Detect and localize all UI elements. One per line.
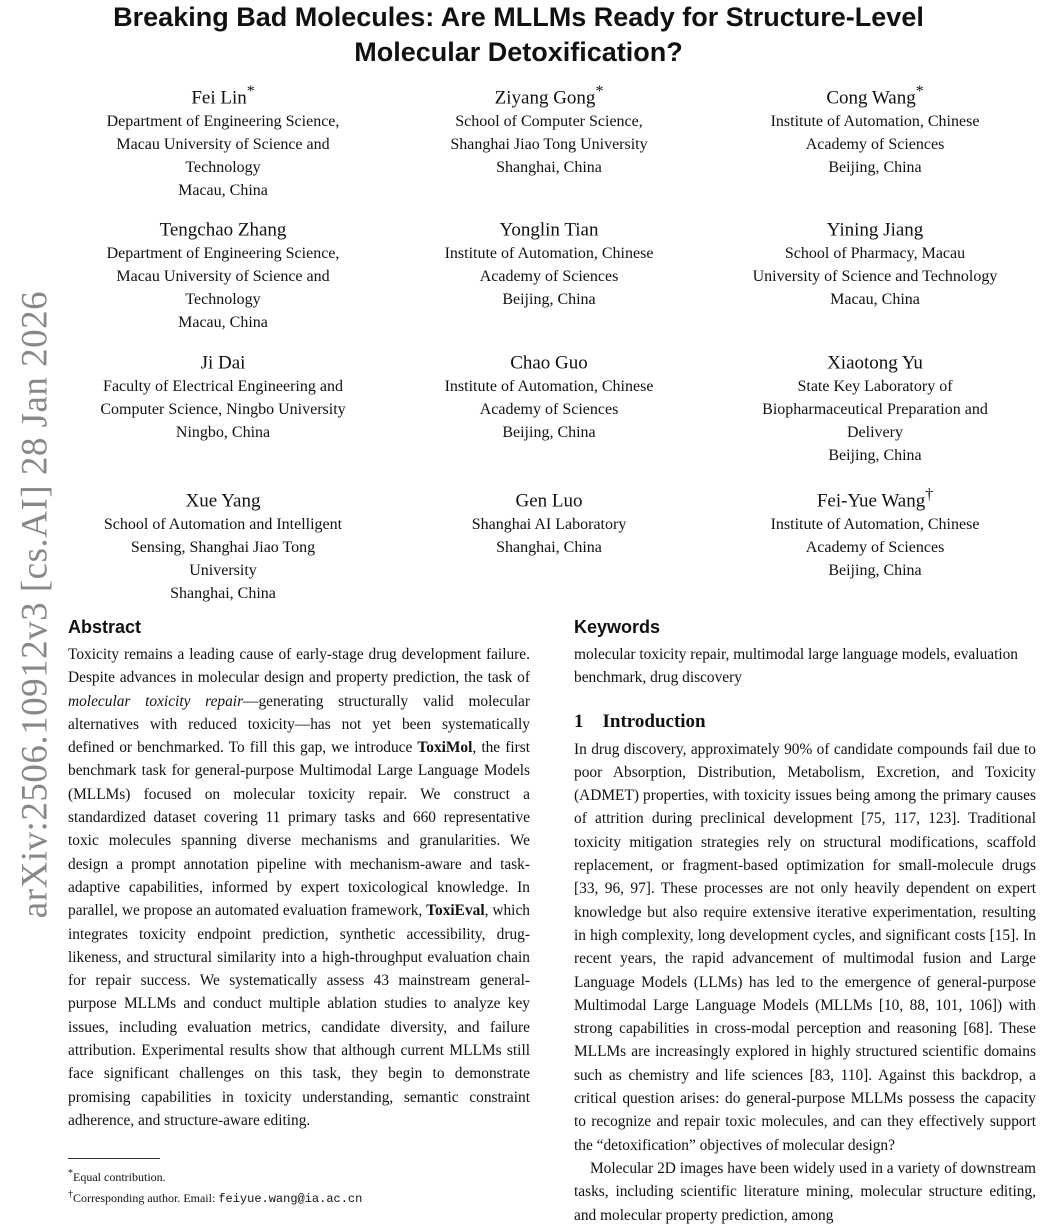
author-name — [712, 483, 1038, 513]
author-affiliation: Beijing, China — [502, 291, 596, 309]
author-row — [60, 483, 1040, 605]
footnote-mark: † — [68, 1189, 73, 1200]
introduction-heading: 1 Introduction — [574, 710, 706, 732]
author-row — [60, 80, 1040, 202]
author-affiliation: Department of Engineering Science, — [106, 113, 340, 131]
author-name — [386, 80, 712, 110]
author-affiliation: School of Computer Science, — [455, 113, 643, 131]
author-affiliation: Shanghai, China — [170, 585, 276, 603]
author-block — [60, 483, 386, 605]
arxiv-stamp: arXiv:2506.10912v3 [cs.AI] 28 Jan 2026 — [14, 290, 56, 919]
author-name-text: Xiaotong Yu — [827, 352, 923, 374]
footnote-text: Corresponding author. Email: — [73, 1191, 219, 1205]
author-affiliation: Macau, China — [178, 182, 268, 200]
author-name — [386, 212, 712, 242]
author-name — [60, 80, 386, 110]
author-block — [386, 80, 712, 202]
author-name — [712, 345, 1038, 375]
author-mark: † — [925, 486, 934, 503]
intro-paragraph: In drug discovery, approximately 90% of candidate compounds fail due to poor Absorption, Distribution, Metabolism, Excretion, and Toxicity (ADMET) properties, with toxicity issues being among the primary causes of attrition during preclinical development [75, 117, 123]. Traditional toxicity mitigation strategies rely on structural modifications, scaffold replacement, or fragment-based optimization for small-molecule drugs [33, 96, 97]. These processes are not only heavily dependent on expert knowledge but also require extensive iterative experimentation, resulting in high complexity, long development cycles, and significant costs [15]. In recent years, the rapid advancement of multimodal fusion and Large Language Models (LLMs) has led to the emergence of general-purpose Multimodal Large Language Models (MLLMs [10, 88, 101, 106]) with strong capabilities in cross-modal perception and reasoning [68]. These MLLMs are increasingly explored in highly structured scientific domains such as chemistry and life sciences [83, 110]. Against this backdrop, a critical question arises: do general-purpose MLLMs possess the capacity to recognize and repair toxic molecules, and can they effectively support the “detoxification” objectives of molecular design? — [574, 740, 1036, 1154]
paper-title — [0, 0, 1037, 70]
toxieval-bold: ToxiEval — [426, 902, 485, 920]
author-row — [60, 212, 1040, 334]
keywords-text: molecular toxicity repair, multimodal large language models, evaluation benchmark, drug discovery — [574, 646, 1019, 687]
author-name — [60, 212, 386, 242]
author-affiliation: Sensing, Shanghai Jiao Tong — [130, 539, 316, 557]
author-affiliation: Computer Science, Ningbo University — [100, 401, 346, 419]
author-affiliation: School of Automation and Intelligent — [103, 516, 343, 534]
author-affiliation: Biopharmaceutical Preparation and — [762, 401, 988, 419]
author-name-text: Ziyang Gong — [494, 87, 596, 109]
abstract-text-part: , which integrates toxicity endpoint prediction, synthetic accessibility, drug-likeness, and structural similarity into a high-throughput evaluation chain for repair success. We systematically assess 43 mainstream general-purpose MLLMs and conduct multiple ablation studies to analyze key issues, including evaluation metrics, candidate diversity, and failure attribution. Experimental results show that although current MLLMs still face significant challenges on this task, they begin to demonstrate promising capabilities in toxicity understanding, semantic constraint adherence, and structure-aware editing. — [68, 902, 530, 1129]
author-affiliation: Institute of Automation, Chinese — [444, 245, 654, 263]
author-row — [60, 345, 1040, 467]
footnote-text: Equal contribution. — [73, 1170, 166, 1184]
author-name — [712, 212, 1038, 242]
author-affiliation: Ningbo, China — [175, 424, 271, 442]
author-affiliation: Institute of Automation, Chinese — [770, 516, 980, 534]
abstract-text-part: —generating structurally valid molecular alternatives with reduced toxicity—has not yet been systematically defined or benchmarked. To fill this gap, we introduce — [68, 692, 530, 757]
author-affiliation: Department of Engineering Science, — [106, 245, 340, 263]
author-name — [60, 483, 386, 513]
author-name-text: Fei-Yue Wang — [816, 490, 926, 512]
author-affiliation: School of Pharmacy, Macau — [784, 245, 966, 263]
author-block — [712, 483, 1038, 605]
author-name — [712, 80, 1038, 110]
author-affiliation: Shanghai AI Laboratory — [471, 516, 627, 534]
author-name-text: Cong Wang — [826, 87, 916, 109]
author-affiliation: State Key Laboratory of — [797, 378, 953, 396]
author-block — [386, 483, 712, 605]
author-name-text: Yining Jiang — [826, 219, 924, 241]
author-mark: * — [246, 83, 255, 100]
author-name — [386, 483, 712, 513]
author-block — [712, 80, 1038, 202]
author-affiliation: Academy of Sciences — [479, 268, 619, 286]
author-name-text: Gen Luo — [515, 490, 583, 512]
email-link[interactable]: feiyue.wang@ia.ac.cn — [218, 1192, 363, 1206]
author-affiliation: Delivery — [847, 424, 903, 442]
footnote-mark: * — [68, 1168, 73, 1179]
author-name-text: Xue Yang — [185, 490, 261, 512]
author-block — [60, 212, 386, 334]
author-affiliation: Technology — [185, 291, 261, 309]
author-affiliation: Beijing, China — [828, 562, 922, 580]
abstract-heading: Abstract — [68, 617, 142, 637]
author-block — [712, 345, 1038, 467]
footnote-rule — [68, 1158, 160, 1159]
author-affiliation: Technology — [185, 159, 261, 177]
author-affiliation: Macau University of Science and — [116, 136, 330, 154]
keywords-heading: Keywords — [574, 617, 661, 637]
author-name-text: Chao Guo — [510, 352, 588, 374]
author-affiliation: Academy of Sciences — [479, 401, 619, 419]
author-affiliation: Macau University of Science and — [116, 268, 330, 286]
author-affiliation: Shanghai, China — [496, 159, 602, 177]
abstract-section — [68, 615, 530, 1132]
author-name-text: Fei Lin — [191, 87, 247, 109]
title-line: Molecular Detoxification? — [354, 37, 683, 67]
abstract-text — [68, 643, 530, 1132]
footnotes — [68, 1158, 362, 1208]
toximol-bold: ToxiMol — [417, 739, 473, 757]
author-block — [60, 345, 386, 467]
footnote-corresponding — [68, 1186, 362, 1208]
author-affiliation: Beijing, China — [502, 424, 596, 442]
author-name-text: Tengchao Zhang — [159, 219, 287, 241]
author-affiliation: Academy of Sciences — [805, 539, 945, 557]
author-affiliation: University — [189, 562, 257, 580]
author-affiliation: Beijing, China — [828, 159, 922, 177]
right-column — [574, 615, 1036, 1227]
author-block — [386, 212, 712, 334]
author-block — [386, 345, 712, 467]
author-affiliation: Macau, China — [178, 314, 268, 332]
author-affiliation: Shanghai Jiao Tong University — [450, 136, 648, 154]
author-affiliation: Institute of Automation, Chinese — [444, 378, 654, 396]
author-mark: * — [915, 83, 924, 100]
author-name — [60, 345, 386, 375]
author-affiliation: Institute of Automation, Chinese — [770, 113, 980, 131]
author-block — [712, 212, 1038, 334]
abstract-italic: molecular toxicity repair — [68, 692, 244, 710]
author-name — [386, 345, 712, 375]
intro-paragraph: Molecular 2D images have been widely used in a variety of downstream tasks, including scientific literature mining, molecular structure editing, and molecular property prediction, among — [574, 1159, 1036, 1224]
author-affiliation: Macau, China — [830, 291, 920, 309]
author-block — [60, 80, 386, 202]
abstract-text-part: Toxicity remains a leading cause of early-stage drug development failure. Despite advances in molecular design and property prediction, the task of — [68, 646, 530, 687]
author-name-text: Yonglin Tian — [499, 219, 599, 241]
author-affiliation: Academy of Sciences — [805, 136, 945, 154]
author-affiliation: Beijing, China — [828, 447, 922, 465]
author-affiliation: Shanghai, China — [496, 539, 602, 557]
author-mark: * — [595, 83, 604, 100]
footnote-equal — [68, 1165, 362, 1186]
abstract-text-part: , the first benchmark task for general-purpose Multimodal Large Language Models (MLLMs) focused on molecular toxicity repair. We construct a standardized dataset covering 11 primary tasks and 660 representative toxic molecules spanning diverse mechanisms and granularities. We design a prompt annotation pipeline with mechanism-aware and task-adaptive capabilities, informed by expert toxicological knowledge. In parallel, we propose an automated evaluation framework, — [68, 739, 530, 920]
author-affiliation: Faculty of Electrical Engineering and — [103, 378, 343, 396]
author-name-text: Ji Dai — [200, 352, 246, 374]
title-line: Breaking Bad Molecules: Are MLLMs Ready for Structure-Level — [113, 2, 924, 32]
author-affiliation: University of Science and Technology — [752, 268, 998, 286]
